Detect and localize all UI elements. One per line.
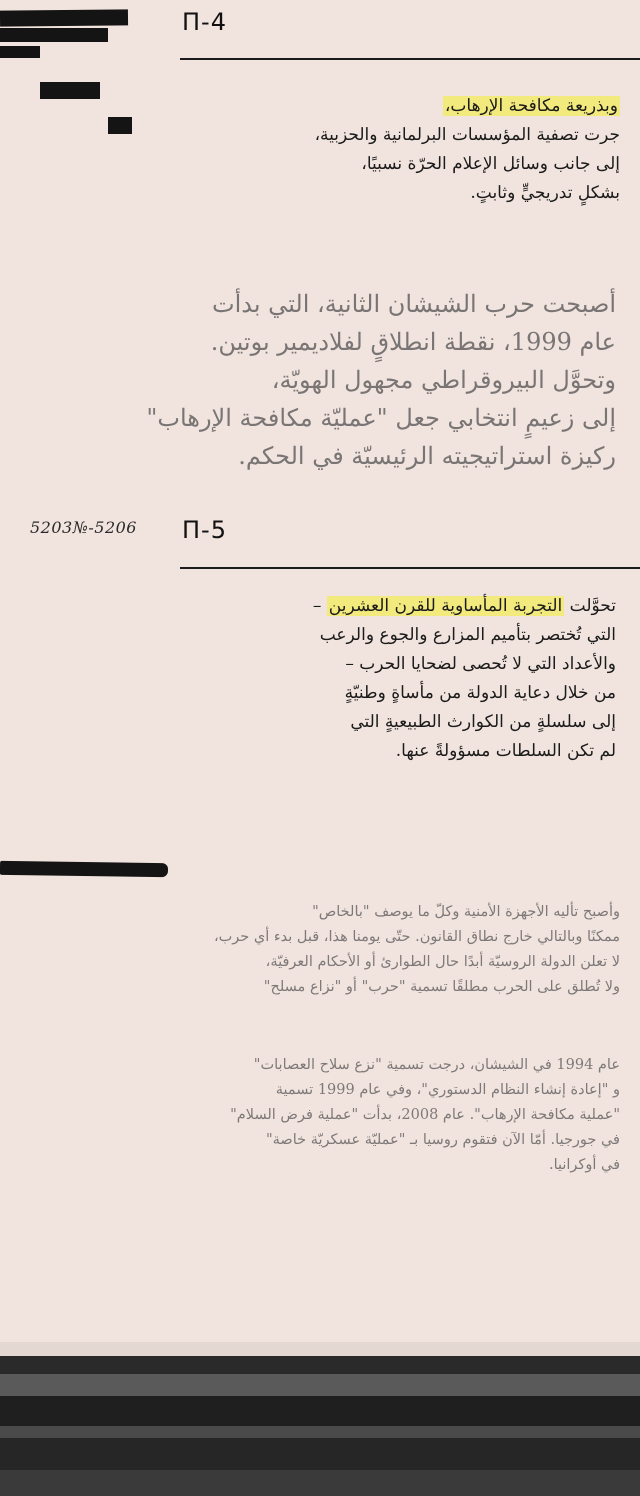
dark-band	[0, 1438, 640, 1470]
paragraph-line: التي تُختصر بتأميم المزارع والجوع والرعب	[319, 625, 616, 645]
highlighted-phrase: التجربة المأساوية للقرن العشرين	[328, 596, 563, 616]
paragraph-line: ممكنًا وبالتالي خارج نطاق القانون. حتّى يومنا هذا، قبل بدء أي حرب،	[213, 929, 620, 945]
redaction-bar	[40, 82, 100, 99]
paragraph-line: إلى جانب وسائل الإعلام الحرّة نسبيًا،	[361, 154, 620, 174]
paragraph-line: وأصبح تأليه الأجهزة الأمنية وكلّ ما يوصف "بالخاص"	[312, 904, 620, 920]
redaction-bar	[0, 9, 128, 26]
paragraph-line: "عملية مكافحة الإرهاب". عام 2008، بدأت "عملية فرض السلام"	[230, 1107, 620, 1123]
redaction-bar	[108, 117, 132, 134]
redaction-bar	[0, 46, 40, 58]
paragraph-line: إلى سلسلةٍ من الكوارث الطبيعيةٍ التي	[350, 712, 616, 732]
paragraph	[196, 592, 616, 766]
paragraph-line: و "إعادة إنشاء النظام الدستوري"، وفي عام 1999 تسمية	[275, 1082, 620, 1098]
dark-band	[0, 1396, 640, 1426]
paragraph-line: أصبحت حرب الشيشان الثانية، التي بدأت	[212, 290, 616, 318]
paragraph-line: لا تعلن الدولة الروسيّة أبدًا حال الطوارئ أو الأحكام العرفيّة،	[265, 954, 620, 970]
paragraph-line: وتحوَّل البيروقراطي مجهول الهويّة،	[271, 366, 616, 394]
paragraph-line: ركيزة استراتيجيته الرئيسيّة في الحكم.	[238, 442, 616, 470]
paragraph	[190, 92, 620, 208]
paragraph-line: بشكلٍ تدريجيٍّ وثابتٍ.	[470, 183, 620, 203]
grey-band	[0, 1374, 640, 1396]
paragraph-text: تحوَّلت التجربة المأساوية للقرن العشرين –	[312, 596, 616, 616]
paper-edge-band	[0, 1342, 640, 1356]
paragraph-line: جرت تصفية المؤسسات البرلمانية والحزبية،	[314, 125, 620, 145]
document-stamp: 5203№-5206	[30, 518, 137, 537]
paragraph-line: لم تكن السلطات مسؤولةً عنها.	[395, 741, 616, 761]
redaction-bar	[0, 28, 108, 42]
grey-band	[0, 1426, 640, 1438]
paragraph-line: عام 1999، نقطة انطلاقٍ لفلاديمير بوتين.	[210, 328, 616, 356]
dark-band	[0, 1356, 640, 1374]
paragraph-line: والأعداد التي لا تُحصى لضحايا الحرب –	[345, 654, 616, 674]
paragraph-line: عام 1994 في الشيشان، درجت تسمية "نزع سلاح العصابات"	[253, 1057, 620, 1073]
section-divider	[180, 58, 640, 60]
highlighted-phrase: وبذريعة مكافحة الإرهاب،	[444, 96, 618, 116]
grey-band	[0, 1470, 640, 1496]
paragraph-line: في جورجيا. أمّا الآن فتقوم روسيا بـ "عمليّة عسكريّة خاصة"	[265, 1132, 620, 1148]
quote-paragraph	[16, 285, 616, 475]
redaction-stroke	[0, 861, 168, 877]
paragraph-line: ولا تُطلق على الحرب مطلقًا تسمية "حرب" أو "نزاع مسلح"	[263, 979, 620, 995]
paragraph-line: إلى زعيمٍ انتخابي جعل "عمليّة مكافحة الإرهاب"	[146, 404, 616, 432]
paragraph	[20, 1053, 620, 1178]
section-code: П-5	[182, 516, 227, 544]
paragraph	[10, 900, 620, 1000]
paragraph-line: من خلال دعاية الدولة من مأساةٍ وطنيّةٍ	[344, 683, 616, 703]
section-code: П-4	[182, 8, 227, 36]
paragraph-line: في أوكرانيا.	[548, 1157, 620, 1173]
section-divider	[180, 567, 640, 569]
